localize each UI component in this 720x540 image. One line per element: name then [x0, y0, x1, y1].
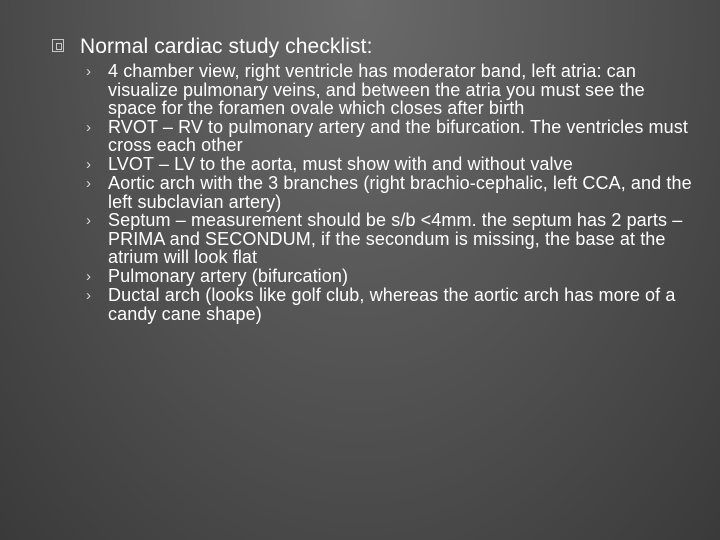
checklist-item: [86, 118, 696, 155]
chevron-right-icon: ›: [86, 63, 91, 80]
checklist-item-text: RVOT – RV to pulmonary artery and the bifurcation. The ventricles must cross each other: [108, 116, 688, 156]
slide-heading: Normal cardiac study checklist:: [80, 35, 373, 58]
checklist-item: [86, 155, 696, 174]
checklist: [86, 62, 696, 323]
checklist-item: [86, 174, 696, 211]
checklist-item-text: Ductal arch (looks like golf club, whereas the aortic arch has more of a candy cane shape): [108, 284, 676, 324]
heading-row: [52, 34, 373, 60]
checklist-item-text: 4 chamber view, right ventricle has moderator band, left atria: can visualize pulmonary veins, and between the atria you must see the space for the foramen ovale which closes after birth: [108, 61, 645, 119]
checklist-item-text: LVOT – LV to the aorta, must show with and without valve: [108, 153, 573, 174]
chevron-right-icon: ›: [86, 174, 91, 192]
chevron-right-icon: ›: [86, 286, 91, 304]
chevron-right-icon: ›: [86, 212, 91, 230]
checklist-item-text: Septum – measurement should be s/b <4mm. the septum has 2 parts – PRIMA and SECONDUM, if the secondum is missing, the base at the atrium will look flat: [108, 210, 683, 268]
chevron-right-icon: ›: [86, 155, 91, 173]
square-bullet-icon: [52, 39, 64, 52]
checklist-item: [86, 267, 696, 286]
chevron-right-icon: ›: [86, 267, 91, 285]
checklist-item: [86, 62, 696, 118]
checklist-item: [86, 286, 696, 323]
checklist-item: [86, 211, 696, 267]
checklist-item-text: Aortic arch with the 3 branches (right brachio-cephalic, left CCA, and the left subclavian artery): [108, 172, 692, 212]
chevron-right-icon: ›: [86, 118, 91, 136]
checklist-item-text: Pulmonary artery (bifurcation): [108, 265, 349, 286]
